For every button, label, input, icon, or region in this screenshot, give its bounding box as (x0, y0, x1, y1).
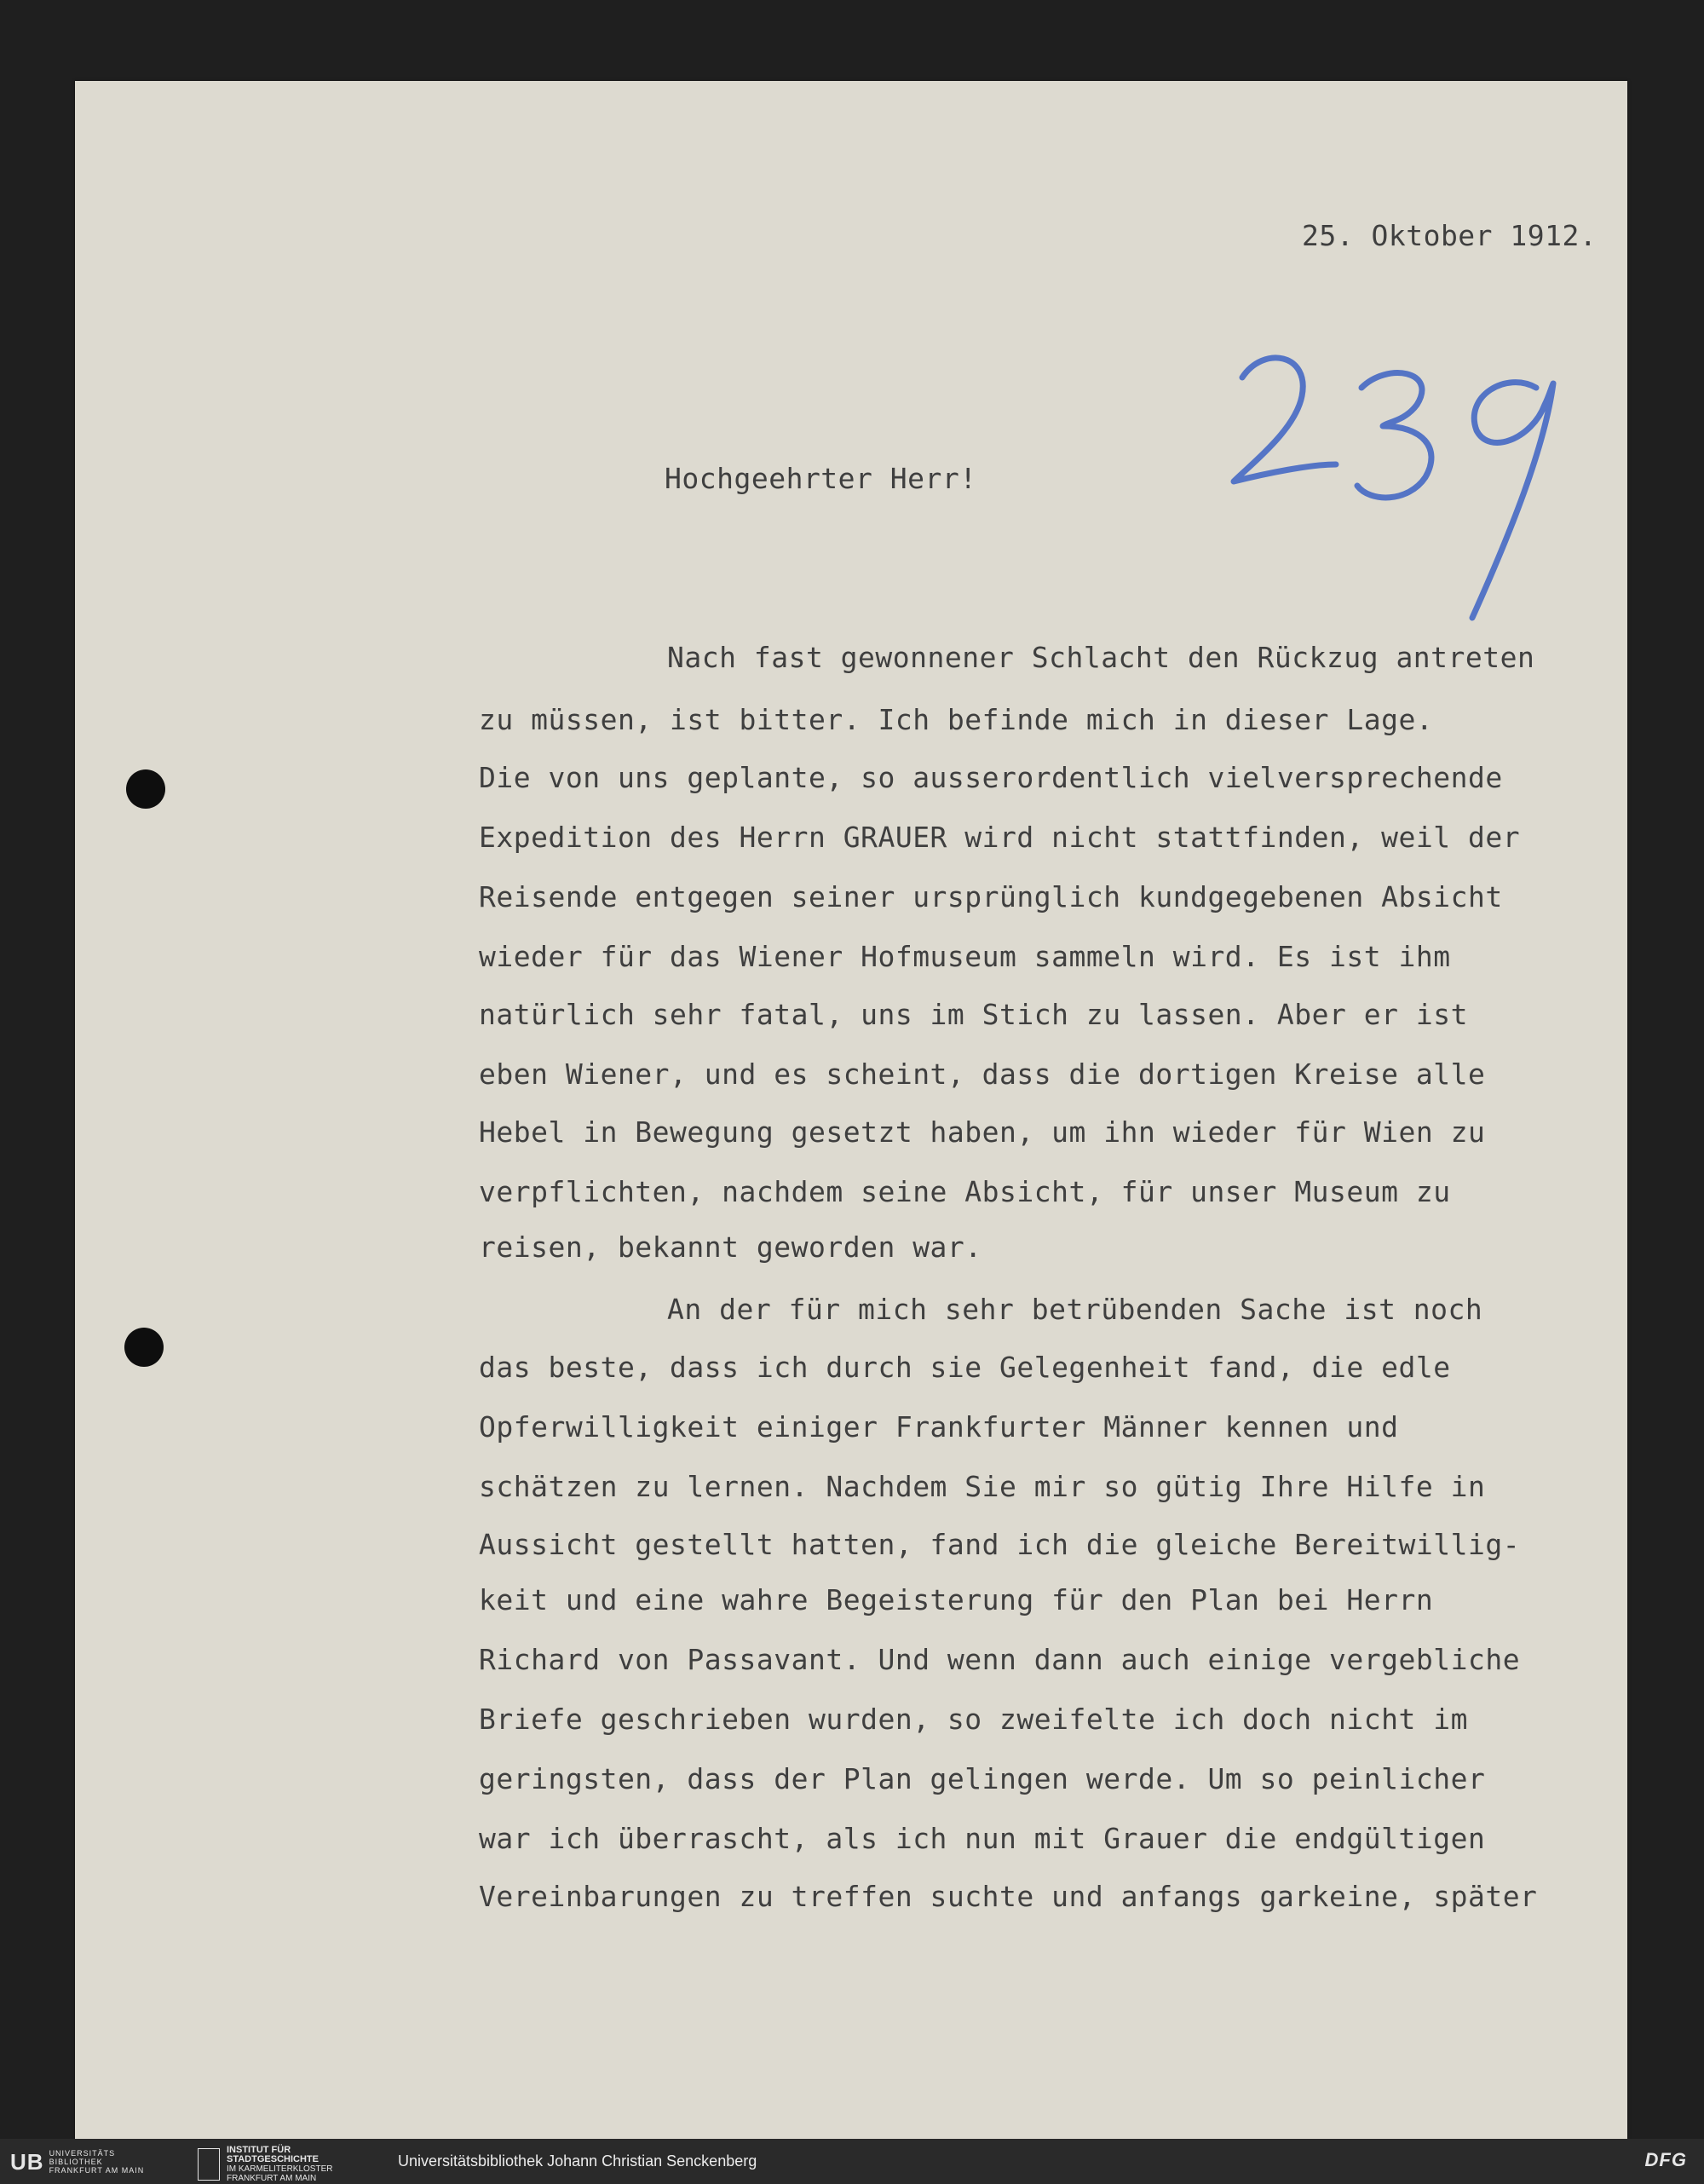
isg-logo-text (227, 2146, 332, 2183)
isg-line: IM KARMELITERKLOSTER (227, 2164, 333, 2174)
institution-name: Universitätsbibliothek Johann Christian Senckenberg (398, 2152, 757, 2170)
isg-emblem-icon (198, 2148, 220, 2181)
ub-logo-text (49, 2149, 145, 2175)
ub-line: FRANKFURT AM MAIN (49, 2166, 145, 2175)
ub-line: BIBLIOTHEK (49, 2158, 103, 2166)
body-line: verpflichten, nachdem seine Absicht, für unser Museum zu (479, 1175, 1451, 1208)
isg-line: INSTITUT FÜR (227, 2145, 291, 2155)
punch-hole-bottom (124, 1328, 164, 1367)
body-line: reisen, bekannt geworden war. (479, 1230, 982, 1264)
letter-page (75, 81, 1627, 2139)
dfg-logo[interactable]: DFG (1644, 2149, 1687, 2170)
letter-date: 25. Oktober 1912. (1302, 219, 1598, 252)
body-line: schätzen zu lernen. Nachdem Sie mir so gütig Ihre Hilfe in (479, 1470, 1486, 1503)
footer-bar (0, 2139, 1704, 2184)
punch-hole-top (126, 769, 165, 809)
body-line: Opferwilligkeit einiger Frankfurter Männer kennen und (479, 1410, 1399, 1444)
body-line: Briefe geschrieben wurden, so zweifelte ich doch nicht im (479, 1703, 1468, 1736)
ub-logo[interactable] (10, 2147, 144, 2176)
body-line: Die von uns geplante, so ausserordentlich vielversprechende (479, 761, 1503, 794)
body-line: Hebel in Bewegung gesetzt haben, um ihn wieder für Wien zu (479, 1115, 1486, 1149)
body-line: zu müssen, ist bitter. Ich befinde mich in dieser Lage. (479, 703, 1434, 736)
body-line: Reisende entgegen seiner ursprünglich kundgegebenen Absicht (479, 880, 1503, 913)
body-line: Aussicht gestellt hatten, fand ich die gleiche Bereitwillig- (479, 1528, 1521, 1561)
ub-line: UNIVERSITÄTS (49, 2149, 116, 2158)
body-line: war ich überrascht, als ich nun mit Grauer die endgültigen (479, 1822, 1486, 1855)
body-line: Expedition des Herrn GRAUER wird nicht stattfinden, weil der (479, 821, 1521, 854)
salutation: Hochgeehrter Herr! (665, 462, 977, 495)
body-line: Vereinbarungen zu treffen suchte und anfangs garkeine, später (479, 1880, 1538, 1913)
body-line: Richard von Passavant. Und wenn dann auch einige vergebliche (479, 1643, 1521, 1676)
pencil-annotation (1217, 337, 1626, 643)
body-line: wieder für das Wiener Hofmuseum sammeln wird. Es ist ihm (479, 940, 1451, 973)
isg-logo[interactable] (198, 2146, 332, 2183)
body-line: Nach fast gewonnener Schlacht den Rückzug antreten (667, 641, 1535, 674)
body-line: das beste, dass ich durch sie Gelegenheit fand, die edle (479, 1351, 1451, 1384)
body-line: eben Wiener, und es scheint, dass die dortigen Kreise alle (479, 1057, 1486, 1091)
isg-line: FRANKFURT AM MAIN (227, 2174, 317, 2183)
body-line: geringsten, dass der Plan gelingen werde. Um so peinlicher (479, 1762, 1486, 1795)
body-line: An der für mich sehr betrübenden Sache ist noch (667, 1293, 1483, 1326)
body-line: keit und eine wahre Begeisterung für den Plan bei Herrn (479, 1583, 1434, 1616)
ub-mark: UB (10, 2148, 44, 2175)
isg-line: STADTGESCHICHTE (227, 2154, 319, 2164)
body-line: natürlich sehr fatal, uns im Stich zu lassen. Aber er ist (479, 998, 1468, 1031)
